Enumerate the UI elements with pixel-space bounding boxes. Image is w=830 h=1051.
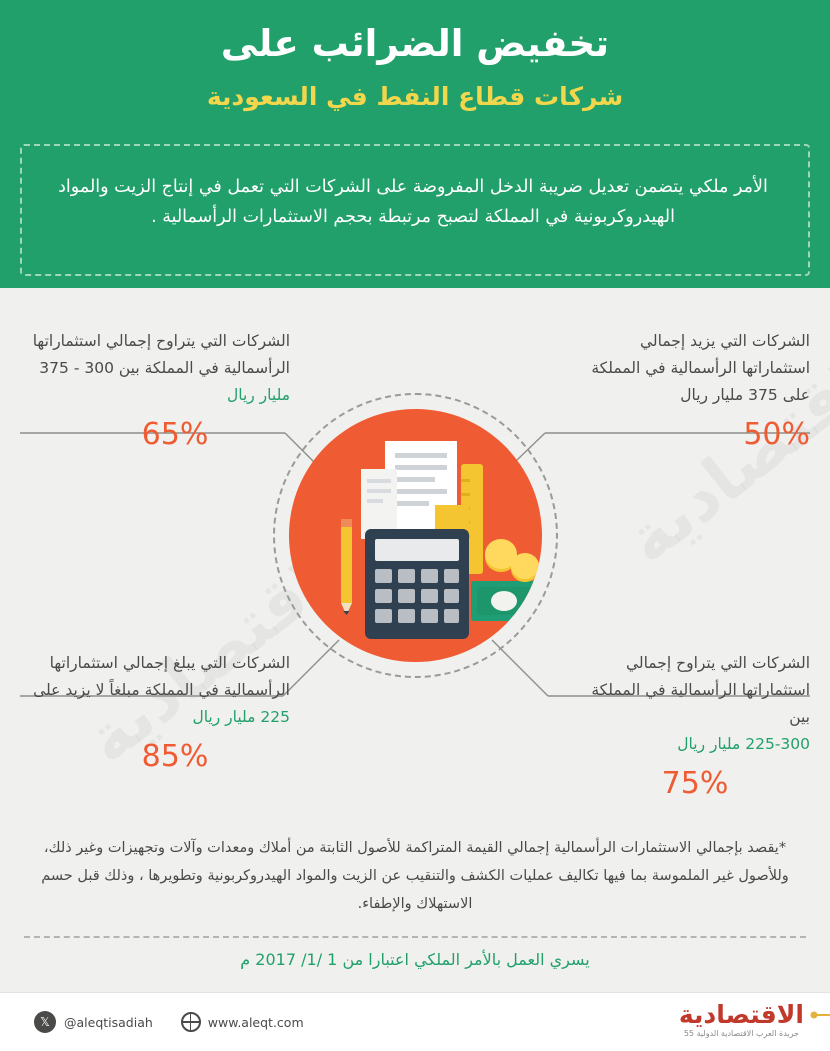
quadrant-top-left bbox=[20, 328, 290, 452]
quadrant-bottom-right bbox=[572, 650, 810, 801]
footnote-text: *يقصد بإجمالي الاستثمارات الرأسمالية إجمالي القيمة المتراكمة للأصول الثابتة من أملاك ومعدات وآلات وتجهيزات وغير ذلك، وللأصول غير الملموسة بما فيها تكاليف عمليات الكشف والتنقيب عن الزيت والمواد الهيدروكربونية وتطويرها ، وذلك قبل حسم الاستهلاك والإطفاء. bbox=[41, 840, 789, 912]
quadrant-text: الشركات التي يتراوح إجمالي استثماراتها الرأسمالية في المملكة بين bbox=[591, 654, 810, 726]
brand-name: الاقتصادية bbox=[678, 1000, 804, 1029]
main-content bbox=[0, 288, 830, 833]
twitter-handle[interactable]: @aleqtisadiah bbox=[64, 1014, 153, 1030]
footer-social bbox=[34, 1011, 304, 1033]
orange-circle bbox=[289, 409, 542, 662]
twitter-icon[interactable]: 𝕏 bbox=[34, 1011, 56, 1033]
quadrant-amount: 225-300 مليار ريال bbox=[677, 735, 810, 753]
brand-logo bbox=[679, 1001, 804, 1038]
central-illustration bbox=[273, 393, 558, 678]
effective-date-text: يسري العمل بالأمر الملكي اعتبارا من 1 /1/ 2017 م bbox=[240, 950, 590, 969]
footer-website[interactable] bbox=[181, 1012, 304, 1032]
quadrant-text: الشركات التي يزيد إجمالي استثماراتها الرأسمالية في المملكة على 375 مليار ريال bbox=[591, 332, 810, 404]
dashed-separator bbox=[24, 936, 806, 938]
finance-illustration-icon bbox=[289, 409, 542, 662]
quadrant-percent: 75% bbox=[661, 766, 729, 801]
quadrant-text: الشركات التي يبلغ إجمالي استثماراتها الرأسمالية في المملكة مبلغاً لا يزيد على bbox=[33, 654, 290, 699]
quadrant-percent: 65% bbox=[141, 417, 209, 452]
quadrant-amount: مليار ريال bbox=[226, 386, 290, 404]
header-banner bbox=[0, 0, 830, 288]
quadrant-top-right bbox=[572, 328, 810, 452]
quadrant-amount: 225 مليار ريال bbox=[192, 708, 290, 726]
page-title: تخفيض الضرائب على bbox=[220, 22, 610, 65]
quadrant-bottom-left bbox=[20, 650, 290, 774]
intro-box bbox=[20, 144, 810, 276]
quadrant-text: الشركات التي يتراوح إجمالي استثماراتها الرأسمالية في المملكة بين 300 - 375 bbox=[32, 332, 290, 377]
intro-text: الأمر ملكي يتضمن تعديل ضريبة الدخل المفروضة على الشركات التي تعمل في إنتاج الزيت والمواد الهيدروكربونية في المملكة لتصبح مرتبطة بحجم الاستثمارات الرأسمالية . bbox=[58, 177, 768, 227]
globe-icon bbox=[181, 1012, 201, 1032]
footer-bar bbox=[0, 992, 830, 1051]
brand-tagline: جريدة العرب الاقتصادية الدولية 55 bbox=[683, 1029, 799, 1038]
brand-chart-icon bbox=[810, 1005, 830, 1049]
website-url[interactable]: www.aleqt.com bbox=[207, 1014, 304, 1030]
page-subtitle: شركات قطاع النفط في السعودية bbox=[206, 82, 624, 111]
quadrant-percent: 85% bbox=[141, 739, 209, 774]
quadrant-percent: 50% bbox=[743, 417, 810, 452]
